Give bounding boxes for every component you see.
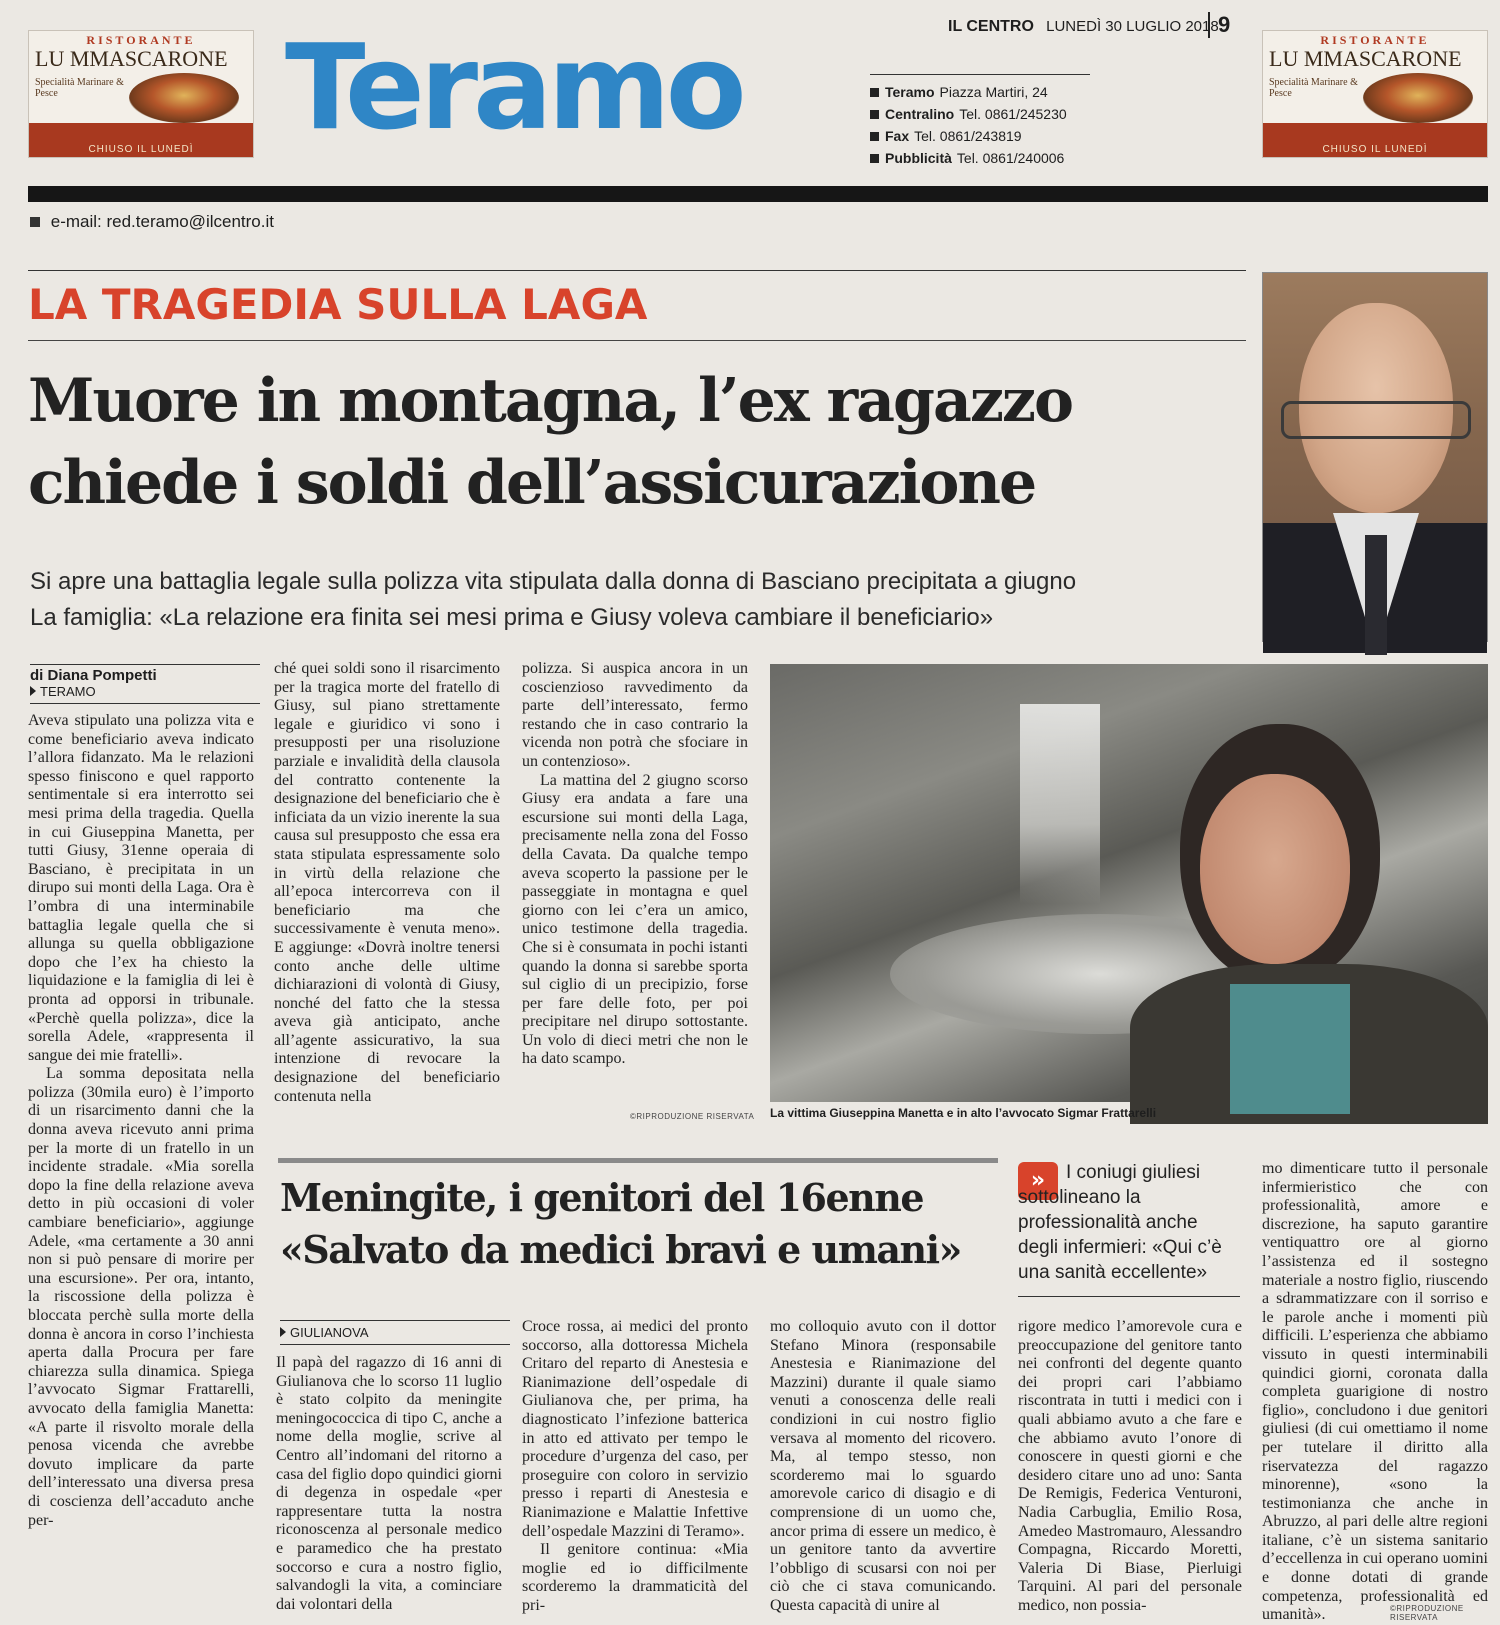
contact-row xyxy=(870,125,1090,147)
story2-column-4 xyxy=(1018,1318,1242,1612)
issue-date: LUNEDÌ 30 LUGLIO 2018 xyxy=(1046,18,1219,35)
story1-column-1 xyxy=(28,712,254,1612)
photo-caption: La vittima Giuseppina Manetta e in alto l’avvocato Sigmar Frattarelli xyxy=(770,1106,1157,1120)
contact-label: Teramo xyxy=(885,84,935,100)
photo-waterfall xyxy=(1020,704,1100,904)
paragraph: mo dimenticare tutto il personale infermieristico che con professionalità, amore e discrezione, ha saputo garantire ventiquattro ore al giorno l’assistenza ed il sostegno materiale a nostro figlio, riuscendo a sdrammatizzare con il sorriso e le parole anche i momenti più difficili. L’esperienza che abbiamo vissuto in questi interminabili quindici giorni, coronata dalla completa guarigione di nostro figlio», concludono i due genitori giuliesi (di cui omettiamo il nome per tutelare il diritto alla riservatezza del ragazzo minorenne), «sono la testimonianza che anche in Abruzzo, al pari delle altre regioni italiane, c’è un sistema sanitario d’eccellenza in cui operano uomini e donne dotati di grande competenza, professionalità ed umanità». xyxy=(1262,1160,1488,1624)
story-kicker: LA TRAGEDIA SULLA LAGA xyxy=(28,280,648,329)
dateline-text: TERAMO xyxy=(40,684,96,699)
lawyer-portrait xyxy=(1262,272,1488,642)
contact-value: Piazza Martiri, 24 xyxy=(939,84,1048,100)
story2-column-1 xyxy=(276,1354,502,1612)
ad-restaurant-name: LU MMASCARONE xyxy=(35,46,228,71)
story-subhead xyxy=(30,564,1260,636)
contacts-box xyxy=(870,74,1090,169)
header-bar xyxy=(28,186,1488,202)
ad-left[interactable] xyxy=(28,30,254,158)
page-number: 9 xyxy=(1208,12,1230,38)
pull-quote: I coniugi giuliesi sottolineano la professionalità anche degli infermieri: «Qui c’è una sanità eccellente» xyxy=(1018,1162,1222,1283)
copyright-notice: ©RIPRODUZIONE RISERVATA xyxy=(1390,1604,1464,1622)
paragraph: ché quei soldi sono il risarcimento per la tragica morte del fratello di Giusy, sul piano strettamente legale e giuridico vi sono i presupposti per una risoluzione parziale e invalidità della clausola del contratto contenente la designazione del beneficiario che è inficiata da un vizio inerente la sua causa sul presupposto che essa era stata stipulata espressamente solo in virtù della relazione che all’epoca intercorreva con il beneficiario ma che successivamente è venuta meno». E aggiunge: «Dovrà inoltre tenersi conto anche delle ultime dichiarazioni di volontà di Giusy, nonché del fatto che la stessa aveva già anticipato, anche all’agente assicurativo, la sua intenzione di revocare la designazione del beneficiario contenuta nella xyxy=(274,660,500,1105)
dateline-text: GIULIANOVA xyxy=(290,1325,369,1340)
square-bullet-icon xyxy=(870,154,879,163)
photo-face xyxy=(1200,774,1350,964)
paragraph: Il papà del ragazzo di 16 anni di Giulianova che lo scorso 11 luglio è stato colpito da meningite meningococcica di tipo C, anche a nome della moglie, scrive al Centro all’indomani del ritorno a casa del figlio dopo quindici giorni di degenza in ospedale «per rappresentare tutta la nostra riconoscenza al personale medico e paramedico che ha prestato soccorso e cura a nostro figlio, salvandogli la vita, a cominciare dai volontari della xyxy=(276,1354,502,1613)
kicker-rule xyxy=(28,270,1246,271)
square-bullet-icon xyxy=(870,110,879,119)
portrait-tie xyxy=(1365,535,1387,655)
paragraph: Aveva stipulato una polizza vita e come beneficiario aveva indicato l’allora fidanzato. Ma le relazioni spesso finiscono e quel rapporto sentimentale si era interrotto sei mesi prima della tragedia. Quella in cui Giuseppina Manetta, per tutti Giusy, 31enne operaia di Basciano, è precipitata in un dirupo sui monti della Laga. Ora è l’ombra di una interminabile battaglia legale quella che si allunga su quella obbligazione dopo che l’ex ha chiesto la liquidazione e la famiglia di lei è pronta ad opporsi in tribunale. «Perchè quella polizza», dice la sorella Adele, «rappresenta il sangue dei mie fratelli». xyxy=(28,712,254,1064)
ad-closed-day: CHIUSO IL LUNEDÌ xyxy=(1322,144,1428,155)
chevron-right-icon: » xyxy=(1018,1162,1058,1200)
ad-subtitle: Specialità Marinare & Pesce xyxy=(35,77,124,99)
subhead-line: La famiglia: «La relazione era finita sei mesi prima e Giusy voleva cambiare il beneficiario» xyxy=(30,604,994,631)
story-headline: Muore in montagna, l’ex ragazzo chiede i soldi dell’assicurazione xyxy=(28,366,1072,518)
byline: di Diana Pompetti xyxy=(30,664,260,684)
photo-top xyxy=(1230,984,1350,1114)
section-masthead: Teramo xyxy=(285,18,742,156)
top-line xyxy=(948,18,1219,36)
story2-column-2 xyxy=(522,1318,748,1612)
contact-label: Pubblicità xyxy=(885,150,952,166)
victim-photo xyxy=(770,664,1488,1102)
ad-subtitle: Specialità Marinare & Pesce xyxy=(1269,77,1358,99)
paragraph: mo colloquio avuto con il dottor Stefano Minora (responsabile Anestesia e Rianimazione del Mazzini) durante il quale siamo venuti a conoscenza delle reali condizioni in cui nostro figlio versava al momento del ricovero. Ma, al tempo stesso, non scorderemo mai lo sguardo amorevole carico di disagio e di comprensione di un uomo che, ancor prima di essere un medico, è un genitore tanto da avvertire l’obbligo di scusarsi con noi per ciò che ci stava comunicando. Questa capacità di unire al xyxy=(770,1318,996,1614)
newspaper-brand: IL CENTRO xyxy=(948,18,1034,35)
ad-right[interactable] xyxy=(1262,30,1488,158)
story1-column-3 xyxy=(522,660,748,1106)
kicker-rule xyxy=(28,340,1246,341)
copyright-notice: ©RIPRODUZIONE RISERVATA xyxy=(630,1112,755,1121)
paragraph: rigore medico l’amorevole cura e preoccupazione del genitore tanto nei confronti del degente quanto dei propri cari l’abbiamo riscontrata in tutti i medici con i quali abbiamo avuto a che fare e che abbiamo avuto l’onore di conoscere in questi giorni e che desidero citare uno ad uno: Santa De Remigis, Federica Venturoni, Nadia Carbuglia, Emilio Rosa, Amedeo Mastromauro, Alessandro Compagna, Riccardo Moretti, Valeria Di Biase, Pierluigi Tarquini. Al pari del personale medico, non possia- xyxy=(1018,1318,1242,1614)
square-bullet-icon xyxy=(870,132,879,141)
contact-row xyxy=(870,147,1090,169)
contact-row xyxy=(870,103,1090,125)
ad-top-label: RISTORANTE xyxy=(86,33,196,47)
plate-icon xyxy=(1363,73,1473,123)
subhead-line: Si apre una battaglia legale sulla polizza vita stipulata dalla donna di Basciano precipitata a giugno xyxy=(30,568,1077,595)
story2-column-3 xyxy=(770,1318,996,1612)
contact-label: Fax xyxy=(885,128,910,144)
paragraph: Il genitore continua: «Mia moglie ed io difficilmente scorderemo la drammaticità del pri- xyxy=(522,1541,748,1614)
portrait-glasses xyxy=(1281,401,1471,439)
paragraph: Croce rossa, ai medici del pronto soccorso, alla dottoressa Michela Critaro del reparto di Anestesia e Rianimazione dell’ospedale di Giulianova che, per prima, ha diagnosticato l’infezione batterica in atto ed attivato per tempo le procedure d’urgenza del caso, per proseguire con coloro in servizio presso i reparti di Anestesia e Rianimazione e Malattie Infettive dell’ospedale Mazzini di Teramo». xyxy=(522,1318,748,1540)
contact-value: Tel. 0861/243819 xyxy=(914,128,1022,144)
contact-value: Tel. 0861/245230 xyxy=(959,106,1067,122)
paragraph: La somma depositata nella polizza (30mila euro) è l’importo di un risarcimento danni che la donna aveva ricevuto anni prima per la morte di un fratello in un incidente stradale. «Mia sorella dopo la fine della relazione aveva detto in più occasioni di voler cambiare beneficiario», aggiunge Adele, «ma certamente a 30 anni non si può pensare di morire per una escursione». Per ora, intanto, la riscossione della polizza è bloccata perchè sulla morte della donna è ancora in corso l’inchiesta aperta dalla Procura per fare chiarezza sulla dinamica. Spiega l’avvocato Sigmar Frattarelli, avvocato della famiglia Manetta: «A parte il risvolto morale della penosa vicenda che avrebbe dovuto implicare da parte dell’interessato una diversa presa di coscienza dell’accaduto anche per- xyxy=(28,1065,254,1529)
dateline xyxy=(280,1320,510,1345)
story1-column-2 xyxy=(274,660,500,1125)
email-address[interactable]: red.teramo@ilcentro.it xyxy=(106,212,274,231)
square-bullet-icon xyxy=(30,217,40,227)
paragraph: La mattina del 2 giugno scorso Giusy era andata a fare una escursione sui monti della Laga, precisamente nella zona del Fosso della Cavata. Da qualche tempo aveva scoperto la passione per le passeggiate in montagna e quel giorno con lei c’era un amico, unico testimone della tragedia. Che si è consumata in pochi istanti quando la donna si sarebbe sporta sul ciglio di un precipizio, forse per fare delle foto, per poi precipitare nel dirupo sottostante. Un volo di dieci metri che non le ha dato scampo. xyxy=(522,771,748,1068)
email-line xyxy=(30,212,274,232)
contact-label: Centralino xyxy=(885,106,955,122)
email-label: e-mail: xyxy=(50,212,102,231)
plate-icon xyxy=(129,73,239,123)
story2-rule xyxy=(278,1158,998,1163)
triangle-icon xyxy=(280,1327,286,1337)
paragraph: polizza. Si auspica ancora in un coscienzioso ravvedimento da parte dell’interessato, fermo restando che in caso contrario la vicenda non potrà che sfociare in un contenzioso». xyxy=(522,660,748,770)
square-bullet-icon xyxy=(870,88,879,97)
triangle-icon xyxy=(30,686,36,696)
ad-restaurant-name: LU MMASCARONE xyxy=(1269,46,1462,71)
dateline xyxy=(30,684,260,704)
story2-headline: Meningite, i genitori del 16enne «Salvato da medici bravi e umani» xyxy=(280,1175,961,1272)
pull-quote-rule xyxy=(1018,1296,1240,1297)
ad-top-label: RISTORANTE xyxy=(1320,33,1430,47)
contact-value: Tel. 0861/240006 xyxy=(956,150,1065,166)
contact-row xyxy=(870,81,1090,103)
ad-closed-day: CHIUSO IL LUNEDÌ xyxy=(88,144,194,155)
